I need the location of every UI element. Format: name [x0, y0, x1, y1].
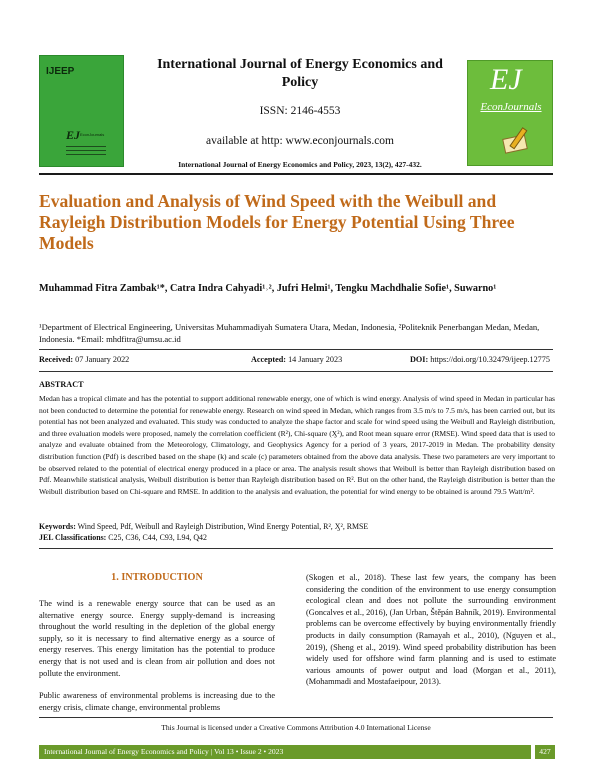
- abstract-text: Medan has a tropical climate and has the potential to support additional renewable energy, one of which is wind energy. Analysis of wind speed in Medan in particular has not been conducted to determine the potential for renewable energy. Research on wind speed in Medan, which ranges from 3.5 m/s to 7.5 m/s, has been carried out, but its potential has not been analyzed and evaluated. This study was conducted to analyze the shape factor and scale for wind speed using the Weibull and Rayleigh distribution, and three evaluation models were proposed, namely the correlation coefficient (R²), Chi-square (Ӽ²), and Root mean square error (RMSE). Wind speed data that is used to analyze and evaluate obtained from the Meteorology, Climatology, and Geophysics Agency for a period of 3 years, 2017-2019 in Medan. The probability density distribution function (Pdf) is described based on the shape (k) and scale (c) parameters obtained from the above data analysis. These two parameters are very important to be observed related to the potential of electrical energy produced in a place or area. The analysis result shows that Weibull is better than Rayleigh distribution based on Pdf. Meanwhile statistical analysis, Weibull distribution is better than Rayleigh distribution based on R². But on the other hand, the Rayleigh distribution is better than the Weibull distribution based on Chi-square and RMSE. In addition to the analysis and evaluation, the potential for wind energy to be obtained is around 79.5 Watt/m².: [39, 394, 555, 496]
- page-number: 427: [535, 745, 555, 759]
- cover-decoration: [66, 146, 106, 158]
- authors: Muhammad Fitra Zambak¹*, Catra Indra Cahyadi¹˒², Jufri Helmi¹, Tengku Machdhalie Sofie¹, Suwarno¹: [39, 283, 497, 294]
- ej-logo-name: EconJournals: [480, 101, 542, 113]
- cover-ej-mark: EJ: [66, 128, 81, 142]
- footer-bar: International Journal of Energy Economics and Policy | Vol 13 • Issue 2 • 2023: [39, 745, 531, 759]
- accepted-date: Accepted: 14 January 2023: [251, 355, 343, 364]
- journal-title: International Journal of Energy Economics and Policy: [157, 57, 443, 90]
- cover-title: IJEEP: [46, 66, 75, 77]
- availability-line: available at http: www.econjournals.com: [206, 135, 394, 147]
- citation-line: International Journal of Energy Economics and Policy, 2023, 13(2), 427-432.: [178, 160, 422, 169]
- received-date: Received: 07 January 2022: [39, 355, 130, 364]
- doi[interactable]: DOI: https://doi.org/10.32479/ijeep.12775: [410, 355, 550, 364]
- header-divider: [39, 173, 553, 175]
- keywords-line: Keywords: Wind Speed, Pdf, Weibull and Rayleigh Distribution, Wind Energy Potential, R², Ӽ², RMSE: [39, 522, 369, 531]
- econjournals-logo: [467, 60, 553, 166]
- pencil-paper-icon: [502, 125, 536, 155]
- divider: [39, 717, 553, 718]
- affiliation: ¹Department of Electrical Engineering, Universitas Muhammadiyah Sumatera Utara, Medan, Indonesia, ²Politeknik Penerbangan Medan, Medan, Indonesia. *Email: mhdfitra@umsu.ac.id: [39, 322, 540, 344]
- divider: [39, 548, 553, 549]
- article-title: Evaluation and Analysis of Wind Speed with the Weibull and Rayleigh Distribution Models for Energy Potential Using Three Models: [39, 191, 515, 253]
- journal-cover-logo: [39, 55, 124, 167]
- left-column: [39, 598, 275, 724]
- issn: ISSN: 2146-4553: [259, 105, 341, 117]
- divider: [39, 371, 553, 372]
- jel-line: JEL Classifications: C25, C36, C44, C93, L94, Q42: [39, 533, 207, 542]
- paragraph: Public awareness of environmental problems is increasing due to the energy crisis, climate change, environmental problems: [39, 691, 275, 712]
- abstract-heading: ABSTRACT: [39, 380, 84, 389]
- license-text: This Journal is licensed under a Creative Commons Attribution 4.0 International License: [161, 723, 431, 732]
- paragraph: The wind is a renewable energy source that can be used as an alternative energy source. Energy supply-demand is increasing throughout the world resulting in the depletion of the global energy supply, so it is necessary to find alternative energy as a source of energy reserves. This energy limitation has the potential to produce energy that is not used and is clean from air pollution and does not pollute the environment.: [39, 599, 275, 678]
- keywords-block: [39, 521, 555, 543]
- section-heading: 1. INTRODUCTION: [111, 572, 203, 583]
- divider: [39, 349, 553, 350]
- paragraph: (Skogen et al., 2018). These last few years, the company has been considering the condition of the environment to use energy consumption ecological clean and does not pollute the surrounding environment (Goncalves et al., 2016), (Jan Urban, Štěpán Bahník, 2019). Environmental problems can be overcome effectively by buying environmentally friendly products in daily consumption (Ramayah et al., 2010), (Nguyen et al., 2019), (Sheng et al., 2019). Wind speed probability distribution has been widely used for offshore wind farm planning and is used to estimate various amounts of power output and load (Morgan et al., 2011), (Mohammadi and Mostafaeipour, 2013).: [306, 573, 556, 687]
- ej-logo-mark: EJ: [490, 63, 522, 96]
- cover-ej-sub: EconJournals: [80, 132, 105, 137]
- right-column: [306, 572, 556, 688]
- journal-header: [140, 56, 460, 169]
